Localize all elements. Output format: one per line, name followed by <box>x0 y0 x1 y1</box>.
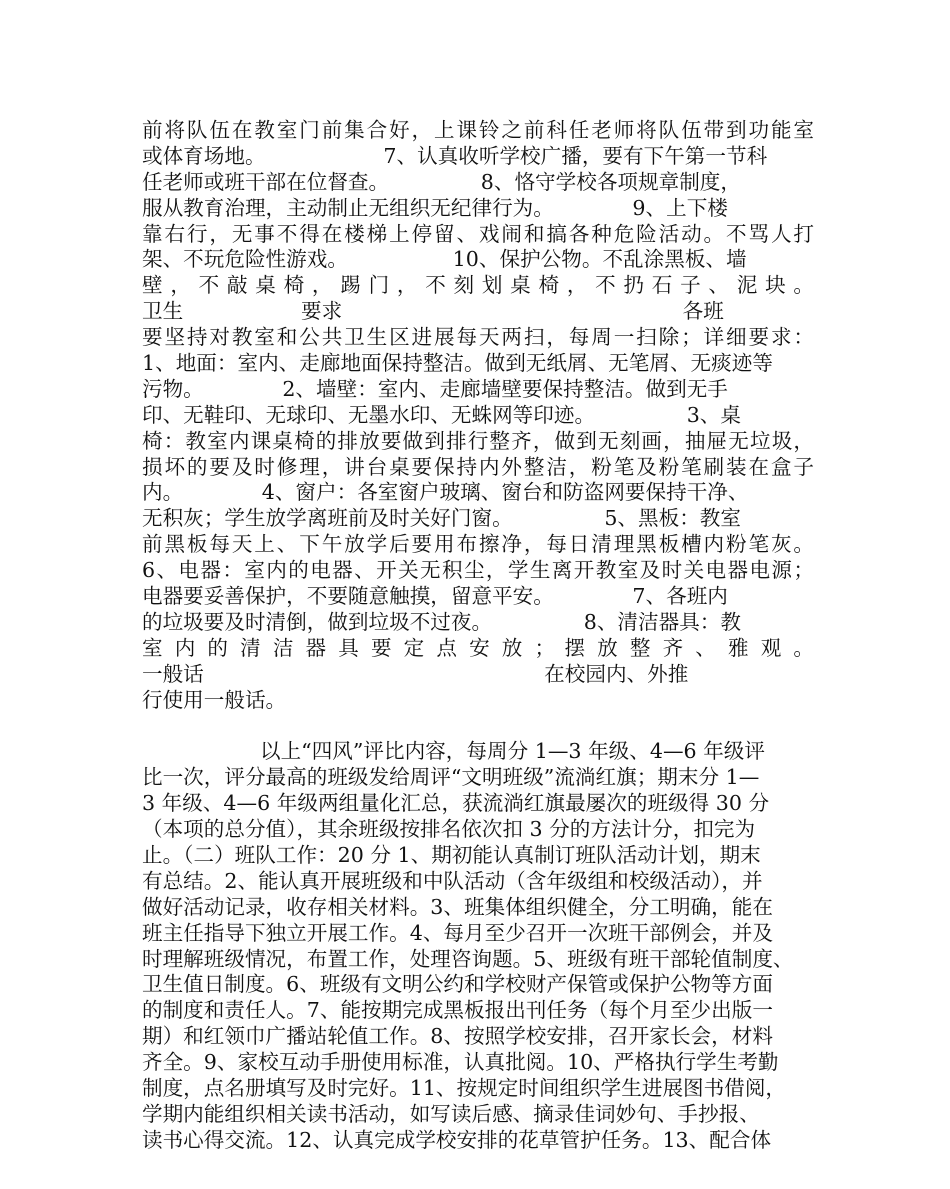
text-line: （本项的总分值），其余班级按排名依次扣 3 分的方法计分，扣完为 <box>142 817 756 842</box>
text-line: 学期内能组织相关读书活动，如写读后感、摘录佳词妙句、手抄报、 <box>142 1101 760 1126</box>
text-line: 椅：教室内课桌椅的排放要做到排行整齐，做到无刻画，抽屉无垃圾， <box>142 428 814 453</box>
text-line: 以上“四风”评比内容，每周分 1—3 年级、4—6 年级评 <box>260 739 765 764</box>
text-line: 的制度和责任人。7、能按期完成黑板报出刊任务（每个月至少出版一 <box>142 998 773 1023</box>
text-line: 印、无鞋印、无球印、无墨水印、无蛛网等印迹。 3、桌 <box>142 402 741 427</box>
text-line: 读书心得交流。12、认真完成学校安排的花草管护任务。13、配合体 <box>142 1127 772 1152</box>
blank-line <box>142 713 814 739</box>
text-line: 污物。 2、墙壁：室内、走廊墙壁要保持整洁。做到无手 <box>142 376 728 401</box>
text-line: 1、地面：室内、走廊地面保持整洁。做到无纸屑、无笔屑、无痰迹等 <box>142 351 773 376</box>
text-line: 比一次，评分最高的班级发给周评“文明班级”流淌红旗；期末分 1— <box>142 765 760 790</box>
text-line: 班主任指导下独立开展工作。4、每月至少召开一次班干部例会，并及 <box>142 920 773 945</box>
text-line: 行使用一般话。 <box>142 687 287 712</box>
text-line: 内。 4、窗户：各室窗户玻璃、窗台和防盗网要保持干净、 <box>142 480 749 505</box>
text-line: 架、不玩危险性游戏。 10、保护公物。不乱涂黑板、墙 <box>142 247 747 272</box>
text-line: 或体育场地。 7、认真收听学校广播，要有下午第一节科 <box>142 143 768 168</box>
text-line: 卫生 要求 各班 <box>142 299 724 324</box>
document-body <box>142 118 814 1154</box>
text-line: 服从教育治理，主动制止无组织无纪律行为。 9、上下楼 <box>142 195 728 220</box>
text-line: 期）和红领巾广播站轮值工作。8、按照学校安排，召开家长会，材料 <box>142 1024 773 1049</box>
text-line: 要坚持对教室和公共卫生区进展每天两扫，每周一扫除；详细要求： <box>142 325 814 350</box>
text-line: 止。（二）班队工作：20 分 1、期初能认真制订班队活动计划，期末 <box>142 842 761 867</box>
text-line: 3 年级、4—6 年级两组量化汇总，获流淌红旗最屡次的班级得 30 分 <box>142 791 770 816</box>
text-line: 前将队伍在教室门前集合好，上课铃之前科任老师将队伍带到功能室 <box>142 118 814 142</box>
text-line: 制度，点名册填写及时完好。11、按规定时间组织学生进展图书借阅， <box>142 1075 787 1100</box>
text-line: 有总结。2、能认真开展班级和中队活动（含年级组和校级活动），并 <box>142 868 763 893</box>
text-line: 时理解班级情况，布置工作，处理咨询题。5、班级有班干部轮值制度、 <box>142 946 794 971</box>
text-line: 壁 ， 不 敲 桌 椅 ， 踢 门 ， 不 刻 划 桌 椅 ， 不 扔 石 子 、 泥 块 。 <box>142 273 814 298</box>
text-line: 卫生值日制度。6、班级有文明公约和学校财产保管或保护公物等方面 <box>142 972 773 997</box>
text-line: 电器要妥善保护，不要随意触摸，留意平安。 7、各班内 <box>142 584 728 609</box>
text-line: 6、电器：室内的电器、开关无积尘，学生离开教室及时关电器电源； <box>142 558 814 583</box>
text-line: 任老师或班干部在位督查。 8、恪守学校各项规章制度， <box>142 169 741 194</box>
text-line: 损坏的要及时修理，讲台桌要保持内外整洁，粉笔及粉笔刷装在盒子 <box>142 454 814 479</box>
text-line: 室 内 的 清 洁 器 具 要 定 点 安 放 ； 摆 放 整 齐 、 雅 观 。 <box>142 635 814 660</box>
text-line: 靠右行，无事不得在楼梯上停留、戏闹和搞各种危险活动。不骂人打 <box>142 221 814 246</box>
text-line: 一般话 在校园内、外推 <box>142 661 689 686</box>
text-line: 前黑板每天上、下午放学后要用布擦净，每日清理黑板槽内粉笔灰。 <box>142 532 814 557</box>
text-line: 做好活动记录，收存相关材料。3、班集体组织健全，分工明确，能在 <box>142 894 773 919</box>
text-line: 的垃圾要及时清倒，做到垃圾不过夜。 8、清洁器具：教 <box>142 609 741 634</box>
text-line: 无积灰；学生放学离班前及时关好门窗。 5、黑板：教室 <box>142 506 741 531</box>
text-line: 齐全。9、家校互动手册使用标准，认真批阅。10、严格执行学生考勤 <box>142 1050 779 1075</box>
